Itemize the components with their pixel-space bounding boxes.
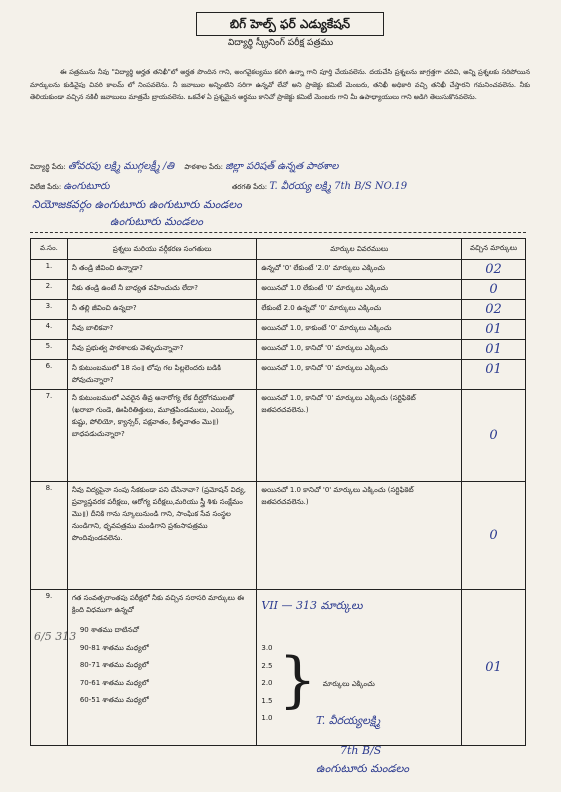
row-sno: 7. — [31, 390, 68, 482]
row-details: అయినచో 1.0 కానిచో '0' మార్కులు ఎక్కించు (సర్టిఫికెట్ జతపరచవలెను.) — [257, 482, 462, 590]
header-sno: వ.సం. — [31, 239, 68, 260]
grade-score: 1.5 — [261, 696, 273, 705]
grade-score: 3.0 — [261, 644, 273, 652]
mark-value: 01 — [485, 660, 502, 675]
mark-value: 01 — [485, 322, 502, 337]
brace-icon: } — [278, 645, 317, 715]
signature-name: T. వీరయ్యలక్ష్మి — [316, 714, 381, 727]
grade-score: 2.5 — [261, 661, 273, 670]
mark-value: 0 — [489, 428, 498, 443]
row-question: నీవు బాలికవా? — [67, 320, 257, 340]
village-value[interactable]: ఉంగుటూరు — [63, 181, 110, 192]
table-row — [31, 300, 526, 320]
table-row — [31, 482, 526, 590]
class-value[interactable]: T. వీరయ్య లక్ష్మి 7th B/S NO.19 — [269, 181, 408, 192]
table-row — [31, 360, 526, 390]
row-question: నీకు తండ్రి ఉంటే నీ బాధ్యత వహించుచు లేదా? — [67, 280, 257, 300]
row-sno: 2. — [31, 280, 68, 300]
row-question: నీ తల్లి జీవించి ఉన్నదా? — [67, 300, 257, 320]
row-details: లేకుంటే 2.0 ఉన్నచో '0' మార్కులు ఎక్కించు — [257, 300, 462, 320]
grade-range: 70-61 శాతము మధ్యలో — [79, 678, 149, 687]
mark-value: 02 — [485, 262, 502, 277]
row-details: అయినచో 1.0, కానిచో '0' మార్కులు ఎక్కించు (సర్టిఫికెట్ జతపరచవలెను.) — [257, 390, 462, 482]
row-mark[interactable] — [462, 340, 526, 360]
grade-range: 90 శాతము దాటినచో — [79, 626, 139, 634]
row-mark[interactable] — [462, 260, 526, 280]
village-label: విలేజి పేరు: — [30, 183, 62, 191]
side-note: 6/5 313 — [34, 630, 77, 643]
row-question: నీ కుటుంబములో 18 సం॥ లోపు గల పిల్లలెందరు బడికి పోవుచున్నారా? — [67, 360, 257, 390]
header-marks: వచ్చిన మార్కులు — [462, 239, 526, 260]
row-sno: 3. — [31, 300, 68, 320]
row-sno: 5. — [31, 340, 68, 360]
row-mark[interactable] — [462, 360, 526, 390]
row-question: నీవు విద్యపైనా సంపు సేకకుండా పని చేసినావా? (ప్రమోషన్ విద్య, ప్రవ్యాప్తవరక పరీక్షలు, ఆరోగ్య పరీక్షలు,మరియు స్త్రీ శిశు సంక్షేమం మొ॥) దీనికి గాను స్కూలునుండి గాని, సాంఘిక సేవ సంస్థల నుండిగాని, ధృవపత్రము మండిగాని ప్రశంసాపత్రము పొందివుండవలెను. — [67, 482, 257, 590]
row-sno: 1. — [31, 260, 68, 280]
row-details: అయినచో 1.0, కానిచో '0' మార్కులు ఎక్కించు — [257, 360, 462, 390]
page-subtitle: విద్యార్థి స్క్రీనింగ్ పరీక్ష పత్రము — [227, 38, 334, 48]
row-mark[interactable] — [462, 482, 526, 590]
table-row — [31, 340, 526, 360]
header-question: ప్రశ్నలు మరియు వర్గీకరణ సంగతులు — [67, 239, 257, 260]
question-text: గత సంవత్సరాంతపు పరీక్షలో నీకు వచ్చిన సరాసరి మార్కులు ఈ క్రింది విధముగా ఉన్నచో — [71, 594, 245, 614]
grade-score: 2.0 — [261, 679, 273, 687]
row-question: నీ తండ్రి జీవించి ఉన్నాడా? — [67, 260, 257, 280]
mark-value: 02 — [485, 302, 502, 317]
row-sno: 4. — [31, 320, 68, 340]
row-question: నీ కుటుంబములో ఎవరైన తీవ్ర అనారోగ్య లేక దీర్ఘరోగములతో (ఖరాబా గుండె, ఊపిరితిత్తులు, మూత్రపిండములు, ఎయిడ్స్, కుష్టు, పోలియో, క్యాన్సర్, పక్షవాతం, కీళ్ళవాతం మొ॥) బాధపడుచున్నారా? — [67, 390, 257, 482]
row-sno: 8. — [31, 482, 68, 590]
class-label: తరగతి పేరు: — [231, 183, 268, 191]
grade-range: 90-81 శాతము మధ్యలో — [79, 643, 149, 652]
school-value[interactable]: జిల్లా పరిషత్ ఉన్నత పాఠశాల — [225, 161, 339, 172]
row-details: ఉన్నచో '0' లేకుంటే '2.0' మార్కులు ఎక్కించు — [257, 260, 462, 280]
row-details: అయినచో 1.0 లేకుంటే '0' మార్కులు ఎక్కించు — [257, 280, 462, 300]
table-row — [31, 260, 526, 280]
row-mark[interactable] — [462, 390, 526, 482]
table-row — [31, 320, 526, 340]
divider — [30, 232, 526, 233]
grade-range-list — [72, 622, 253, 710]
grade-label: మార్కులు ఎక్కించు — [322, 680, 375, 688]
grade-range: 80-71 శాతము మధ్యలో — [79, 661, 149, 669]
mark-value: 0 — [489, 282, 498, 297]
row-mark[interactable] — [462, 590, 526, 746]
grade-score: 1.0 — [261, 714, 273, 722]
table-row — [31, 280, 526, 300]
name-value[interactable]: తోవరపు లక్ష్మి ముగ్గలక్ష్మీ /తి — [67, 161, 175, 172]
row-mark[interactable] — [462, 300, 526, 320]
instructions-paragraph: ఈ పత్రమును నీవు "విద్యార్థి అర్హత తనిఖీ"లో అర్హత పొందిన గాని, అంగవైకల్యము కలిగి ఉన్నా గాని పూర్తి చేయవలెను. దయచేసి ప్రశ్నలను జాగ్రత్తగా చదివి, అన్ని ప్రశ్నలకు సరిపోయిన మార్కులను కుడివైపు చివరి కాలమ్ లో నింపవలెను. నీ జవాబుల అన్నింటిని సరిగా ఉన్నవో లేవో అని ప్రాజెక్టు కమిటీ మెంబరు, తనిఖీ అధికారి వచ్చి తనిఖీ చేస్తారని గమనించవలెను. నీకు తెలియకుండా వచ్చిన నకిలీ జవాబులు మాత్రమే బ్రాయవలెను. ఒకవేళ ఏ ప్రశ్నమైన అర్థము కానిచో ప్రాజెక్టు కమిటీ మెంబరు గాని మీ ఉపాధ్యాయులు గాని అడిగి తెలుసుకొనవలెను. — [30, 68, 530, 101]
school-label: పాఠశాల పేరు: — [184, 163, 224, 171]
address-line-2: ఉంగుటూరు మండలం — [110, 215, 203, 228]
row-sno: 9. — [31, 590, 68, 746]
row-details: అయినచో 1.0, కాకుంటే '0' మార్కులు ఎక్కించు — [257, 320, 462, 340]
table-row — [31, 390, 526, 482]
handwritten-marks-note: VII — 313 మార్కులు — [261, 599, 363, 612]
mark-value: 01 — [485, 342, 502, 357]
row-details: అయినచో 1.0, కానిచో '0' మార్కులు ఎక్కించు — [257, 340, 462, 360]
page-title: బిగ్ హెల్ప్ ఫర్ ఎడ్యుకేషన్ — [196, 12, 384, 36]
mark-value: 01 — [485, 362, 502, 377]
name-label: విద్యార్థి పేరు: — [30, 163, 66, 171]
row-sno: 6. — [31, 360, 68, 390]
table-row — [31, 590, 526, 746]
screening-table — [30, 238, 526, 746]
name-row — [30, 160, 338, 174]
mark-value: 0 — [489, 528, 498, 543]
address-line-1: నియోజకవర్గం ఉంగుటూరు ఉంగుటూరు మండలం — [32, 198, 242, 211]
row-question — [67, 590, 257, 746]
table-header-row — [31, 239, 526, 260]
row-mark[interactable] — [462, 280, 526, 300]
village-row — [30, 180, 407, 194]
header-details: మార్కుల వివరములు — [257, 239, 462, 260]
row-question: నీవు ప్రభుత్వ పాఠశాలకు వెళ్ళుచున్నావా? — [67, 340, 257, 360]
row-mark[interactable] — [462, 320, 526, 340]
score-list — [261, 642, 272, 730]
signature-class: 7th B/S — [340, 744, 382, 757]
signature-place: ఉంగుటూరు మండలం — [316, 762, 409, 775]
grade-range: 60-51 శాతము మధ్యలో — [79, 696, 149, 704]
